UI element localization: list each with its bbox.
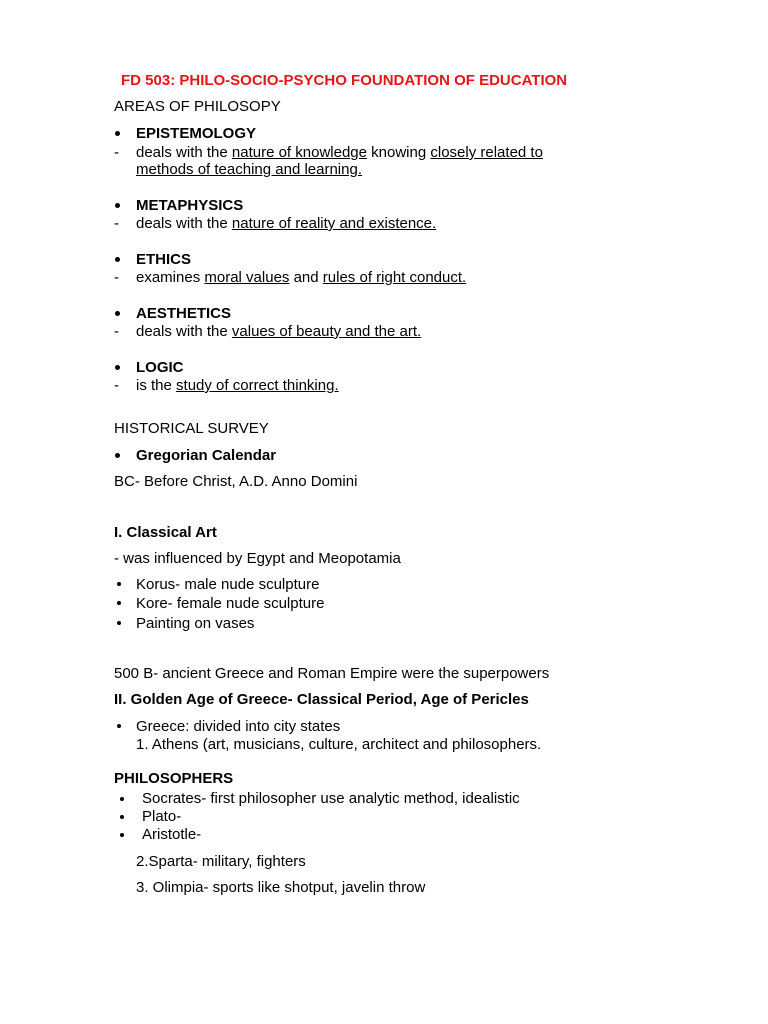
bullet-icon xyxy=(115,131,120,136)
philosophers-heading: PHILOSOPHERS xyxy=(114,770,234,787)
text: deals with the xyxy=(136,323,232,340)
bullet-icon xyxy=(117,582,121,586)
bullet-icon xyxy=(120,797,124,801)
olimpia-line: 3. Olimpia- sports like shotput, javelin throw xyxy=(136,879,426,896)
bc-line: BC- Before Christ, A.D. Anno Domini xyxy=(114,473,358,490)
text: and xyxy=(289,269,323,286)
area-term: ETHICS xyxy=(136,251,192,268)
text: examines xyxy=(136,269,205,286)
underlined-text: values of beauty and the art. xyxy=(231,323,422,340)
area-description-cont: methods of teaching and learning. xyxy=(136,161,362,178)
classical-note: - was influenced by Egypt and Meopotamia xyxy=(114,550,401,567)
area-description xyxy=(136,323,421,341)
dash-marker: - xyxy=(114,377,119,394)
gregorian-calendar: Gregorian Calendar xyxy=(136,447,277,464)
dash-marker: - xyxy=(114,215,119,232)
area-description xyxy=(136,144,543,162)
bullet-icon xyxy=(115,311,120,316)
bullet-icon xyxy=(117,621,121,625)
dash-marker: - xyxy=(114,269,119,286)
underlined-text: nature of knowledge xyxy=(231,144,367,161)
areas-heading: AREAS OF PHILOSOPY xyxy=(114,98,281,115)
list-item: Painting on vases xyxy=(136,615,255,632)
athens-line: 1. Athens (art, musicians, culture, architect and philosophers. xyxy=(136,736,542,753)
historical-heading: HISTORICAL SURVEY xyxy=(114,420,269,437)
area-description xyxy=(136,269,466,287)
superpowers-line: 500 B- ancient Greece and Roman Empire were the superpowers xyxy=(114,665,550,682)
text: deals with the xyxy=(136,215,232,232)
underlined-text: closely related to xyxy=(430,144,543,161)
bullet-icon xyxy=(115,257,120,262)
text: deals with the xyxy=(136,144,232,161)
document-title: FD 503: PHILO-SOCIO-PSYCHO FOUNDATION OF EDUCATION xyxy=(121,72,568,89)
area-term: LOGIC xyxy=(136,359,184,376)
bullet-icon xyxy=(115,365,120,370)
bullet-icon xyxy=(120,833,124,837)
sparta-line: 2.Sparta- military, fighters xyxy=(136,853,306,870)
area-description xyxy=(136,215,436,233)
dash-marker: - xyxy=(114,144,119,161)
text: is the xyxy=(136,377,177,394)
area-term: EPISTEMOLOGY xyxy=(136,125,257,142)
list-item: Socrates- first philosopher use analytic method, idealistic xyxy=(142,790,520,807)
underlined-text: moral values xyxy=(204,269,290,286)
list-item: Aristotle- xyxy=(142,826,202,843)
text: knowing xyxy=(367,144,431,161)
bullet-icon xyxy=(117,724,121,728)
list-item: Greece: divided into city states xyxy=(136,718,341,735)
golden-age-heading: II. Golden Age of Greece- Classical Period, Age of Pericles xyxy=(114,691,529,708)
list-item: Korus- male nude sculpture xyxy=(136,576,320,593)
underlined-text: rules of right conduct. xyxy=(322,269,467,286)
area-term: METAPHYSICS xyxy=(136,197,244,214)
bullet-icon xyxy=(115,453,120,458)
classical-heading: I. Classical Art xyxy=(114,524,217,541)
list-item: Plato- xyxy=(142,808,182,825)
bullet-icon xyxy=(117,601,121,605)
area-description xyxy=(136,377,339,395)
list-item: Kore- female nude sculpture xyxy=(136,595,325,612)
bullet-icon xyxy=(115,203,120,208)
underlined-text: study of correct thinking. xyxy=(176,377,339,394)
underlined-text: nature of reality and existence. xyxy=(231,215,437,232)
bullet-icon xyxy=(120,815,124,819)
dash-marker: - xyxy=(114,323,119,340)
area-term: AESTHETICS xyxy=(136,305,232,322)
